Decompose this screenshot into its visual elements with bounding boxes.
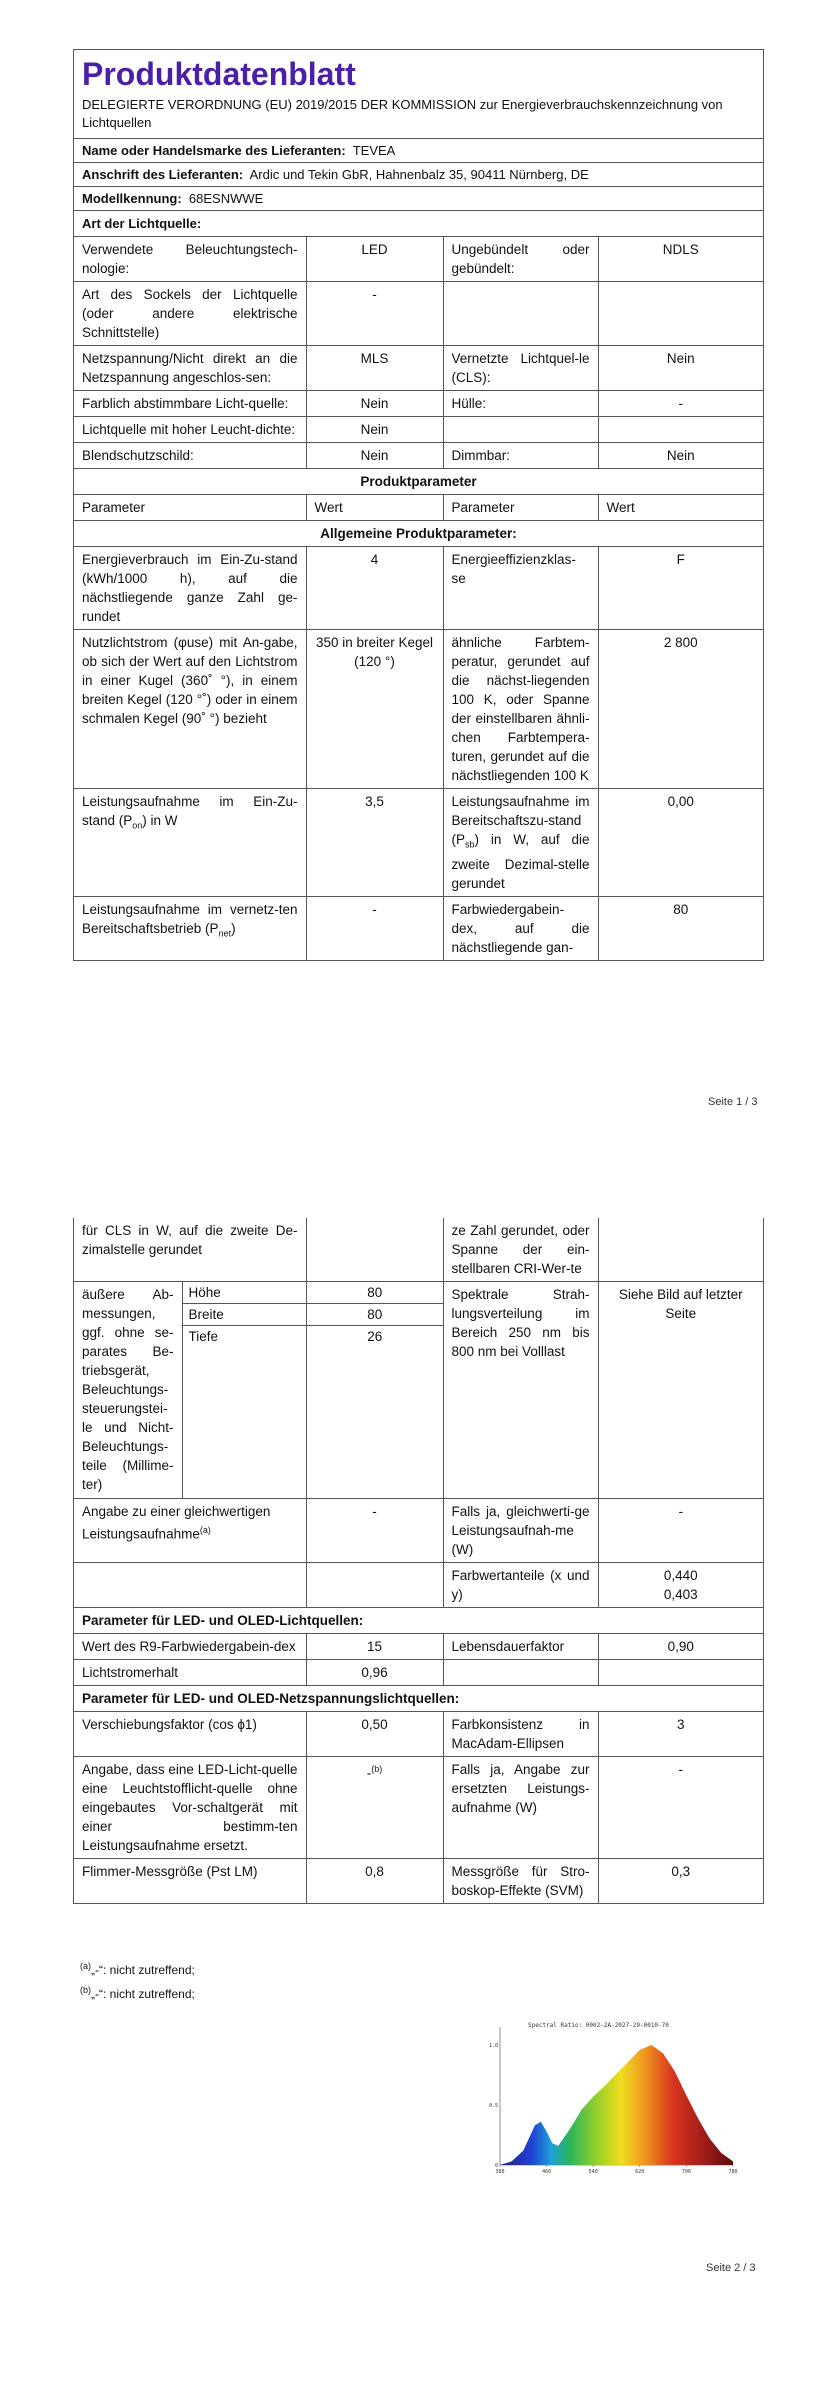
type-label: Farblich abstimmbare Licht-quelle: <box>74 391 306 417</box>
type-table <box>74 237 763 961</box>
x-tick-label: 780 <box>728 2169 738 2175</box>
param-row <box>74 896 763 960</box>
type-label: Blendschutzschild: <box>74 443 306 469</box>
type-row <box>74 346 763 391</box>
type-row <box>74 282 763 346</box>
type-value <box>598 417 763 443</box>
x-tick-label: 460 <box>542 2169 552 2175</box>
param-row <box>74 1218 763 1282</box>
displacement-factor-label: Verschiebungsfaktor (cos ϕ1) <box>74 1712 306 1757</box>
param-row <box>74 1660 763 1686</box>
chromaticity-label: Farbwertanteile (x und y) <box>443 1563 598 1608</box>
column-header: Wert <box>306 495 443 521</box>
r9-value: 15 <box>306 1634 443 1660</box>
dimension-value: 26 <box>307 1326 443 1499</box>
type-value <box>598 282 763 346</box>
networked-standby-label-cont: für CLS in W, auf die zweite De-zimalstelle gerundet <box>74 1218 306 1282</box>
dimension-row <box>183 1304 443 1326</box>
param-table-continued <box>74 1218 763 1904</box>
param-row <box>74 789 763 897</box>
dimension-name: Breite <box>183 1304 307 1326</box>
type-value: Nein <box>306 443 443 469</box>
supplier-address-value: Ardic und Tekin GbR, Hahnenbalz 35, 90411 Nürnberg, DE <box>249 167 589 182</box>
networked-standby-value-cont <box>306 1218 443 1282</box>
empty-cell <box>598 1660 763 1686</box>
flicker-value: 0,8 <box>306 1859 443 1904</box>
equivalent-power-label: Angabe zu einer gleichwertigen Leistungsaufnahme$^{(a)}$ <box>74 1499 306 1563</box>
type-label: Netzspannung/Nicht direkt an die Netzspannung angeschlos-sen: <box>74 346 306 391</box>
r9-label: Wert des R9-Farbwiedergabein-dex <box>74 1634 306 1660</box>
param-row <box>74 547 763 630</box>
regulation-intro: DELEGIERTE VERORDNUNG (EU) 2019/2015 DER KOMMISSION zur Energieverbrauchskennzeichnung von Lichtquellen <box>74 96 763 139</box>
equivalent-power-r-value: - <box>598 1499 763 1563</box>
footnote-a: $^{(a)}$„-“: nicht zutreffend; <box>80 1961 195 1977</box>
param-row <box>74 1712 763 1757</box>
dimension-name: Tiefe <box>183 1326 307 1499</box>
supplier-name-label: Name oder Handelsmarke des Lieferanten: <box>82 143 346 158</box>
type-label: Art des Sockels der Lichtquelle (oder andere elektrische Schnittstelle) <box>74 282 306 346</box>
param-row <box>74 630 763 789</box>
standby-power-value: 0,00 <box>598 789 763 897</box>
page-title: Produktdatenblatt <box>82 56 356 92</box>
stroboscopic-label: Messgröße für Stro-boskop-Effekte (SVM) <box>443 1859 598 1904</box>
dimension-value: 80 <box>307 1282 443 1304</box>
dimension-row <box>183 1282 443 1304</box>
standby-power-label: Leistungsaufnahme im Bereitschaftszu-stand $(P_{sb})$ in W, auf die zweite Dezimal-stelle gerundet <box>443 789 598 897</box>
page-2-sheet <box>73 1218 764 1904</box>
chromaticity-value: 0,440 0,403 <box>598 1563 763 1608</box>
type-value: Nein <box>306 391 443 417</box>
dimensions-row <box>74 1282 763 1499</box>
supplier-address-row <box>74 163 763 187</box>
type-label: Ungebündelt oder gebündelt: <box>443 237 598 282</box>
energy-class-value: F <box>598 547 763 630</box>
page-1-sheet <box>73 49 764 961</box>
section-general-params: Allgemeine Produktparameter: <box>74 521 763 547</box>
spectral-distribution-value: Siehe Bild auf letzter Seite <box>598 1282 763 1499</box>
section-led-params: Parameter für LED- und OLED-Lichtquellen: <box>74 1608 763 1634</box>
type-label: Verwendete Beleuchtungstech-nologie: <box>74 237 306 282</box>
type-value: Nein <box>306 417 443 443</box>
dimension-value: 80 <box>307 1304 443 1326</box>
cri-label: Farbwiedergabein-dex, auf die nächstliegende gan- <box>443 896 598 960</box>
column-header-row <box>74 495 763 521</box>
dimension-row <box>183 1326 443 1499</box>
y-tick-label: 1.0 <box>488 2043 498 2049</box>
spectrum-area <box>500 2045 733 2165</box>
type-value: - <box>306 282 443 346</box>
page-number: Seite 1 / 3 <box>708 1096 758 1108</box>
replacement-value: -$^{(b)}$ <box>306 1757 443 1859</box>
lifetime-factor-value: 0,90 <box>598 1634 763 1660</box>
stroboscopic-value: 0,3 <box>598 1859 763 1904</box>
color-temperature-label: ähnliche Farbtem-peratur, gerundet auf die nächst-liegenden 100 K, oder Spanne der einstellbaren ähnli-chen Farbtempera-turen, gerundet auf die nächstliegenden 100 K <box>443 630 598 789</box>
param-row <box>74 1634 763 1660</box>
energy-consumption-value: 4 <box>306 547 443 630</box>
type-value: Nein <box>598 443 763 469</box>
luminous-flux-label: Nutzlichtstrom (φuse) mit An-gabe, ob sich der Wert auf den Lichtstrom in einer Kugel (360˚ °), in einem breiten Kegel (120 °˚) oder in einem schmalen Kegel (90˚ °) bezieht <box>74 630 306 789</box>
type-label: Dimmbar: <box>443 443 598 469</box>
replacement-label: Angabe, dass eine LED-Licht-quelle eine Leuchtstofflicht-quelle ohne eingebautes Vor-schaltgerät mit einer bestimm-ten Leistungsaufnahme ersetzt. <box>74 1757 306 1859</box>
color-consistency-label: Farbkonsistenz in MacAdam-Ellipsen <box>443 1712 598 1757</box>
supplier-address-label: Anschrift des Lieferanten: <box>82 167 244 182</box>
type-value: MLS <box>306 346 443 391</box>
spectral-distribution-label: Spektrale Strah-lungsverteilung im Bereich 250 nm bis 800 nm bei Volllast <box>443 1282 598 1499</box>
light-source-type-heading: Art der Lichtquelle: <box>74 211 763 237</box>
supplier-name-row <box>74 139 763 163</box>
equivalent-power-value: - <box>306 1499 443 1563</box>
param-row <box>74 1859 763 1904</box>
lumen-maintenance-value: 0,96 <box>306 1660 443 1686</box>
y-tick-label: 0 <box>494 2163 498 2169</box>
empty-cell <box>74 1563 306 1608</box>
lifetime-factor-label: Lebensdauerfaktor <box>443 1634 598 1660</box>
energy-consumption-label: Energieverbrauch im Ein-Zu-stand (kWh/1000 h), auf die nächstliegende ganze Zahl ge-rundet <box>74 547 306 630</box>
x-tick-label: 540 <box>588 2169 598 2175</box>
param-row <box>74 1757 763 1859</box>
supplier-name-value: TEVEA <box>352 143 396 158</box>
lumen-maintenance-label: Lichtstromerhalt <box>74 1660 306 1686</box>
x-tick-label: 380 <box>495 2169 505 2175</box>
type-label <box>443 282 598 346</box>
dimension-name: Höhe <box>183 1282 307 1304</box>
color-temperature-value: 2 800 <box>598 630 763 789</box>
param-row <box>74 1499 763 1563</box>
type-row <box>74 391 763 417</box>
model-value: 68ESNWWE <box>188 191 264 206</box>
type-row <box>74 417 763 443</box>
equivalent-power-r-label: Falls ja, gleichwerti-ge Leistungsaufnah-me (W) <box>443 1499 598 1563</box>
column-header: Parameter <box>443 495 598 521</box>
column-header: Wert <box>598 495 763 521</box>
networked-standby-label: Leistungsaufnahme im vernetz-ten Bereitschaftsbetrieb $(P_{net})$ <box>74 896 306 960</box>
type-row <box>74 237 763 282</box>
flicker-label: Flimmer-Messgröße (Pst LM) <box>74 1859 306 1904</box>
replacement-r-value: - <box>598 1757 763 1859</box>
type-label: Lichtquelle mit hoher Leucht-dichte: <box>74 417 306 443</box>
chart-title: Spectral Ratio: 0002-2A-2027-29-0010-70 <box>528 2022 669 2029</box>
section-product-params: Produktparameter <box>74 469 763 495</box>
dimensions-table <box>183 1282 443 1498</box>
type-value: Nein <box>598 346 763 391</box>
y-tick-label: 0.5 <box>488 2103 498 2109</box>
luminous-flux-value: 350 in breiter Kegel (120 °) <box>306 630 443 789</box>
x-tick-label: 620 <box>635 2169 645 2175</box>
type-row <box>74 443 763 469</box>
cri-value: 80 <box>598 896 763 960</box>
type-label: Vernetzte Lichtquel-le (CLS): <box>443 346 598 391</box>
dimensions-label: äußere Ab-messungen, ggf. ohne se-parates Be-triebsgerät, Beleuchtungs-steuerungstei-le und Nicht-Beleuchtungs-teile (Millime-ter) <box>74 1282 182 1499</box>
page-number: Seite 2 / 3 <box>706 2262 756 2274</box>
energy-class-label: Energieeffizienzklas-se <box>443 547 598 630</box>
cri-value-cont <box>598 1218 763 1282</box>
on-mode-power-label: Leistungsaufnahme im Ein-Zu-stand $(P_{on})$ in W <box>74 789 306 897</box>
dimensions-cell <box>182 1282 443 1499</box>
networked-standby-value: - <box>306 896 443 960</box>
section-led-mains-params: Parameter für LED- und OLED-Netzspannungslichtquellen: <box>74 1686 763 1712</box>
spectral-distribution-chart <box>488 2015 738 2195</box>
column-header: Parameter <box>74 495 306 521</box>
type-label: Hülle: <box>443 391 598 417</box>
x-tick-label: 700 <box>681 2169 691 2175</box>
type-value: LED <box>306 237 443 282</box>
footnote-b: $^{(b)}$„-“: nicht zutreffend; <box>80 1985 195 2001</box>
on-mode-power-value: 3,5 <box>306 789 443 897</box>
type-value: - <box>598 391 763 417</box>
model-row <box>74 187 763 211</box>
type-label <box>443 417 598 443</box>
empty-cell <box>443 1660 598 1686</box>
type-value: NDLS <box>598 237 763 282</box>
cri-label-cont: ze Zahl gerundet, oder Spanne der ein-stellbaren CRI-Wer-te <box>443 1218 598 1282</box>
displacement-factor-value: 0,50 <box>306 1712 443 1757</box>
model-label: Modellkennung: <box>82 191 182 206</box>
replacement-r-label: Falls ja, Angabe zur ersetzten Leistungs-aufnahme (W) <box>443 1757 598 1859</box>
empty-cell <box>306 1563 443 1608</box>
param-row <box>74 1563 763 1608</box>
color-consistency-value: 3 <box>598 1712 763 1757</box>
